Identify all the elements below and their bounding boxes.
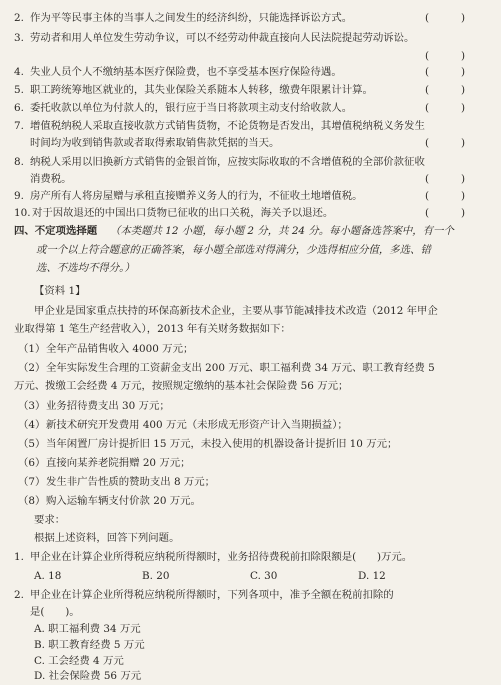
item-text: 房产所有人将房屋赠与承租直接赠养义务人的行为，不征收土地增值税。 bbox=[30, 190, 363, 202]
item-number: 7. bbox=[14, 120, 24, 132]
judge-item-9 bbox=[0, 187, 501, 205]
question-stem: 是( )。 bbox=[30, 606, 80, 618]
material-item-2 bbox=[0, 359, 501, 377]
item-number: 10. bbox=[14, 207, 31, 219]
section-note: （本类题共 12 小题，每小题 2 分，共 24 分。每小题备选答案中，有一个 bbox=[110, 225, 454, 237]
material-intro: 甲企业是国家重点扶持的环保高新技术企业，主要从事节能减排技术改造（2012 年甲企 bbox=[34, 305, 438, 317]
item-text: 万元、拨缴工会经费 4 万元，按照规定缴纳的基本社会保险费 56 万元； bbox=[14, 380, 349, 392]
answer-parens: ( ) bbox=[425, 190, 465, 202]
item-text: 作为平等民事主体的当事人之间发生的经济纠纷，只能选择诉讼方式。 bbox=[30, 12, 353, 24]
material-item-1 bbox=[0, 340, 501, 358]
item-number: （1） bbox=[18, 343, 46, 355]
question-2-option-d bbox=[0, 667, 501, 682]
material-title: 【资料 1】 bbox=[34, 285, 86, 297]
option-d[interactable]: D. 社会保险费 56 万元 bbox=[34, 670, 142, 682]
judge-item-4 bbox=[0, 63, 501, 81]
requirement-label: 要求： bbox=[34, 514, 66, 526]
judge-item-8 bbox=[0, 153, 501, 171]
section-note-line-2 bbox=[0, 241, 501, 259]
item-number: 5. bbox=[14, 84, 24, 96]
answer-parens: ( ) bbox=[425, 50, 465, 62]
option-a[interactable]: A. 18 bbox=[34, 570, 62, 582]
item-number: 9. bbox=[14, 190, 24, 202]
item-number: （2） bbox=[18, 362, 46, 374]
option-c[interactable]: C. 工会经费 4 万元 bbox=[34, 655, 124, 667]
section-note: 或一个以上符合题意的正确答案，每小题全部选对得满分，少选得相应分值，多选、错 bbox=[36, 244, 431, 256]
item-number: （7） bbox=[18, 476, 46, 488]
item-number: 4. bbox=[14, 66, 24, 78]
answer-parens: ( ) bbox=[425, 66, 465, 78]
material-item-7 bbox=[0, 473, 501, 491]
question-2 bbox=[0, 586, 501, 604]
question-number: 2. bbox=[14, 589, 24, 601]
section-heading bbox=[0, 222, 501, 240]
judge-item-7 bbox=[0, 117, 501, 135]
item-text: 消费税。 bbox=[30, 173, 72, 185]
item-text: 时间均为收到销售款或者取得索取销售款凭据的当天。 bbox=[30, 137, 280, 149]
item-number: 3. bbox=[14, 32, 24, 44]
item-number: 2. bbox=[14, 12, 24, 24]
item-number: （8） bbox=[18, 495, 46, 507]
option-d[interactable]: D. 12 bbox=[358, 570, 386, 582]
judge-item-7-cont bbox=[0, 134, 501, 152]
section-note: 选、不选均不得分。） bbox=[36, 262, 135, 274]
judge-item-10 bbox=[0, 204, 501, 222]
requirement-text: 根据上述资料，回答下列问题。 bbox=[34, 532, 180, 544]
item-text: 劳动者和用人单位发生劳动争议，可以不经劳动仲裁直接向人民法院提起劳动诉讼。 bbox=[30, 32, 415, 44]
judge-item-2 bbox=[0, 9, 501, 27]
answer-parens: ( ) bbox=[425, 173, 465, 185]
item-text: 当年闲置厂房计提折旧 15 万元，未投入使用的机器设备计提折旧 10 万元； bbox=[46, 438, 398, 450]
material-item-2-cont bbox=[0, 377, 501, 395]
material-item-6 bbox=[0, 454, 501, 472]
item-text: 全年产品销售收入 4000 万元； bbox=[46, 343, 194, 355]
item-number: 8. bbox=[14, 156, 24, 168]
question-1 bbox=[0, 548, 501, 566]
item-text: 直接向某养老院捐赠 20 万元； bbox=[46, 457, 191, 469]
item-text: 全年实际发生合理的工资薪金支出 200 万元、职工福利费 34 万元、职工教育经费 5 bbox=[46, 362, 435, 374]
item-number: （5） bbox=[18, 438, 46, 450]
item-text: 委托收款以单位为付款人的，银行应于当日将款项主动支付给收款人。 bbox=[30, 102, 353, 114]
section-title: 四、不定项选择题 bbox=[14, 225, 98, 237]
material-item-4 bbox=[0, 416, 501, 434]
judge-item-8-cont bbox=[0, 170, 501, 188]
section-note-line-3 bbox=[0, 259, 501, 277]
answer-parens: ( ) bbox=[425, 84, 465, 96]
option-a[interactable]: A. 职工福利费 34 万元 bbox=[34, 623, 141, 635]
question-1-options bbox=[0, 567, 501, 585]
item-text: 购入运输车辆支付价款 20 万元。 bbox=[46, 495, 201, 507]
item-text: 发生非广告性质的赞助支出 8 万元； bbox=[46, 476, 216, 488]
question-stem: 甲企业在计算企业所得税应纳税所得额时，业务招待费税前扣除限额是( )万元。 bbox=[30, 551, 413, 563]
item-text: 失业人员个人不缴纳基本医疗保险费，也不享受基本医疗保险待遇。 bbox=[30, 66, 342, 78]
question-2-cont bbox=[0, 603, 501, 621]
judge-item-6 bbox=[0, 99, 501, 117]
question-number: 1. bbox=[14, 551, 24, 563]
material-item-3 bbox=[0, 397, 501, 415]
option-b[interactable]: B. 职工教育经费 5 万元 bbox=[34, 639, 145, 651]
answer-parens: ( ) bbox=[425, 137, 465, 149]
judge-item-5 bbox=[0, 81, 501, 99]
item-number: （3） bbox=[18, 400, 46, 412]
material-item-5 bbox=[0, 435, 501, 453]
item-text: 职工跨统筹地区就业的，其失业保险关系随本人转移，缴费年限累计计算。 bbox=[30, 84, 373, 96]
judge-item-3 bbox=[0, 29, 501, 47]
answer-parens: ( ) bbox=[425, 12, 465, 24]
question-stem: 甲企业在计算企业所得税应纳税所得额时，下列各项中，准予全额在税前扣除的 bbox=[30, 589, 394, 601]
answer-parens: ( ) bbox=[425, 207, 465, 219]
item-text: 增值税纳税人采取直接收款方式销售货物，不论货物是否发出，其增值税纳税义务发生 bbox=[30, 120, 425, 132]
item-text: 对于因故退还的中国出口货物已征收的出口关税，海关予以退还。 bbox=[32, 207, 334, 219]
item-text: 纳税人采用以旧换新方式销售的金银首饰，应按实际收取的不含增值税的全部价款征收 bbox=[30, 156, 425, 168]
material-intro-cont: 业取得第 1 笔生产经营收入），2013 年有关财务数据如下： bbox=[14, 323, 291, 335]
item-number: 6. bbox=[14, 102, 24, 114]
item-text: 新技术研究开发费用 400 万元（未形成无形资产计入当期损益）； bbox=[46, 419, 348, 431]
item-number: （4） bbox=[18, 419, 46, 431]
item-number: （6） bbox=[18, 457, 46, 469]
option-c[interactable]: C. 30 bbox=[250, 570, 278, 582]
material-item-8 bbox=[0, 492, 501, 510]
item-text: 业务招待费支出 30 万元； bbox=[46, 400, 170, 412]
answer-parens: ( ) bbox=[425, 102, 465, 114]
option-b[interactable]: B. 20 bbox=[142, 570, 170, 582]
